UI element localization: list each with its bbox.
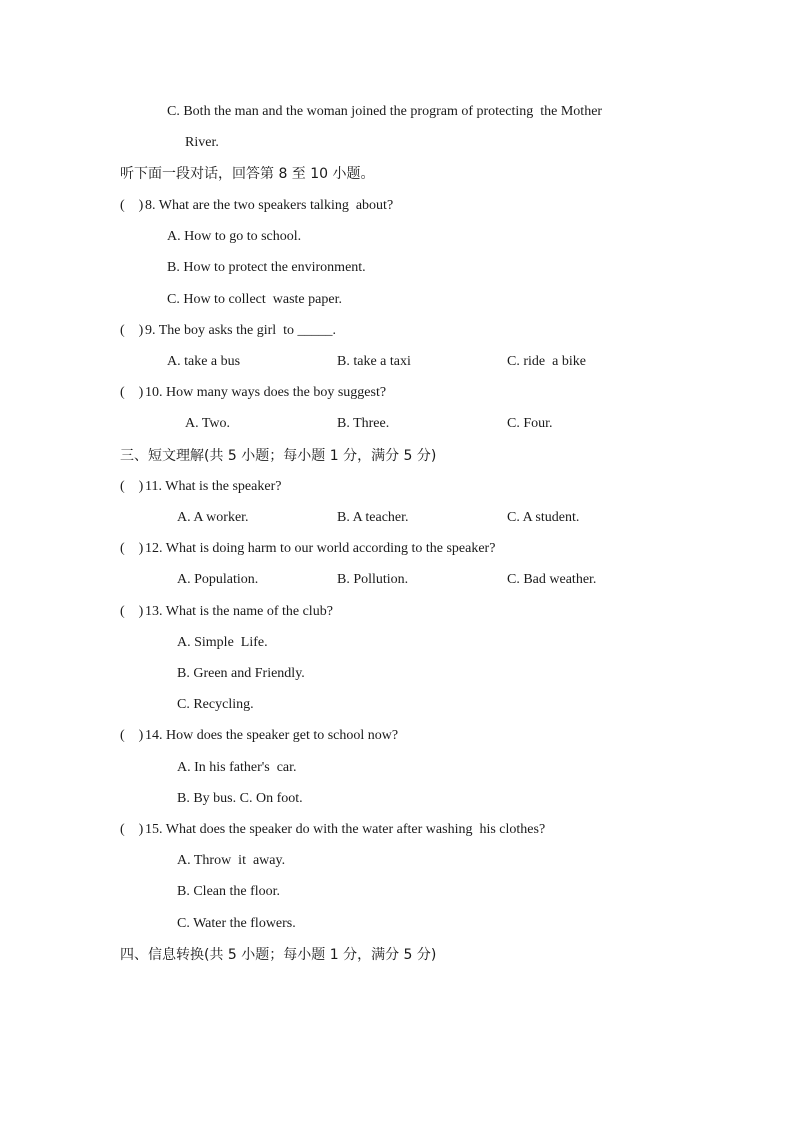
answer-bracket[interactable]: ( ) [120,385,144,400]
q15-option-a: A. Throw it away. [177,853,286,868]
q13-option-b: B. Green and Friendly. [177,666,305,681]
answer-bracket[interactable]: ( ) [120,822,144,837]
q12-option-a: A. Population. [177,572,259,587]
q15-option-c: C. Water the flowers. [177,916,296,931]
q9-option-a: A. take a bus [167,354,241,369]
answer-bracket[interactable]: ( ) [120,604,144,619]
q9-option-c: C. ride a bike [507,354,586,369]
answer-bracket[interactable]: ( ) [120,728,144,743]
question-10: 10. How many ways does the boy suggest? [145,385,387,400]
q8-option-b: B. How to protect the environment. [167,260,366,275]
q10-option-a: A. Two. [185,416,231,431]
answer-bracket[interactable]: ( ) [120,323,144,338]
q11-option-c: C. A student. [507,510,580,525]
question-12: 12. What is doing harm to our world according to the speaker? [145,541,496,556]
question-11: 11. What is the speaker? [145,479,282,494]
q11-option-b: B. A teacher. [337,510,409,525]
section-instruction: 听下面一段对话，回答第 8 至 10 小题。 [120,166,375,182]
q14-option-a: A. In his father's car. [177,760,297,775]
section-3-heading: 三、短文理解(共 5 小题；每小题 1 分，满分 5 分) [120,448,437,464]
question-8: 8. What are the two speakers talking about? [145,198,394,213]
question-13: 13. What is the name of the club? [145,604,333,619]
question-14: 14. How does the speaker get to school now? [145,728,399,743]
q10-option-b: B. Three. [337,416,390,431]
answer-bracket[interactable]: ( ) [120,479,144,494]
q8-option-c: C. How to collect waste paper. [167,292,342,307]
answer-bracket[interactable]: ( ) [120,198,144,213]
q11-option-a: A. A worker. [177,510,249,525]
answer-bracket[interactable]: ( ) [120,541,144,556]
q7-option-c-continued: River. [185,135,219,150]
q15-option-b: B. Clean the floor. [177,884,281,899]
q10-option-c: C. Four. [507,416,553,431]
q9-option-b: B. take a taxi [337,354,411,369]
q12-option-c: C. Bad weather. [507,572,597,587]
question-9: 9. The boy asks the girl to _____. [145,323,337,338]
q12-option-b: B. Pollution. [337,572,409,587]
q8-option-a: A. How to go to school. [167,229,302,244]
q7-option-c: C. Both the man and the woman joined the program of protecting the Mother [167,104,603,119]
question-15: 15. What does the speaker do with the water after washing his clothes? [145,822,546,837]
q13-option-a: A. Simple Life. [177,635,268,650]
section-4-heading: 四、信息转换(共 5 小题；每小题 1 分，满分 5 分) [120,947,437,963]
q13-option-c: C. Recycling. [177,697,254,712]
q14-option-bc: B. By bus. C. On foot. [177,791,303,806]
